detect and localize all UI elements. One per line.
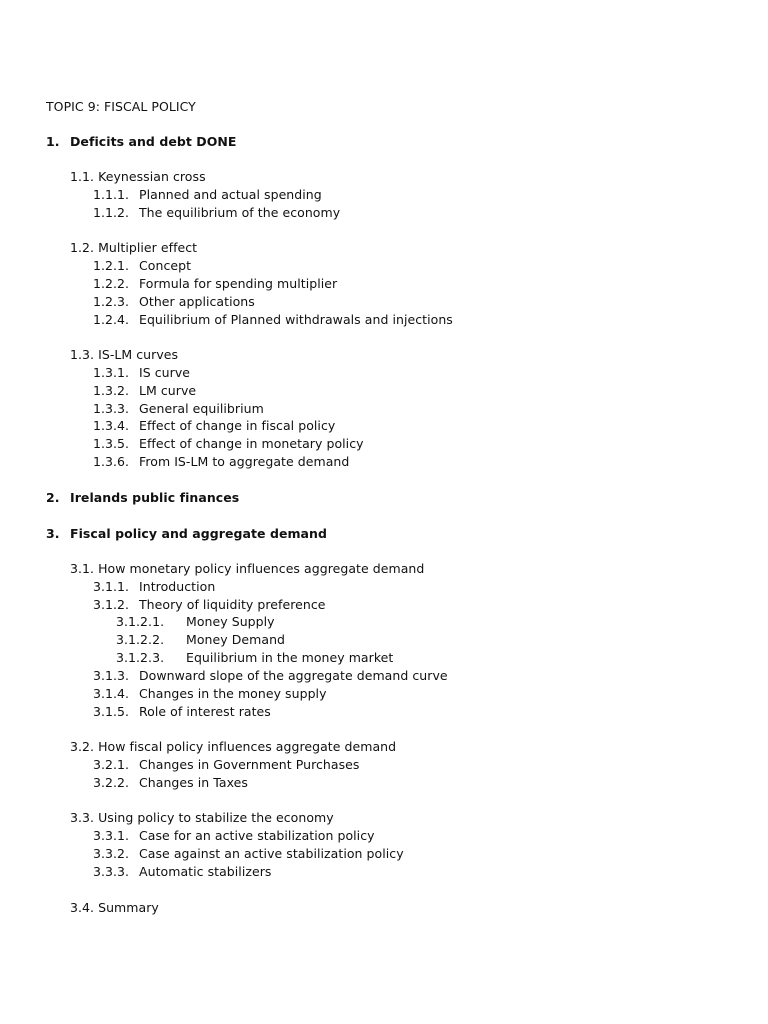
- subsection-number: 3.2.: [70, 739, 95, 754]
- document-title: TOPIC 9: FISCAL POLICY: [46, 99, 196, 114]
- item-label: The equilibrium of the economy: [139, 205, 341, 220]
- item-number: 3.1.2.1.: [116, 614, 165, 629]
- item-number: 1.3.2.: [93, 383, 130, 398]
- item-number: 1.3.3.: [93, 401, 130, 416]
- subsection-3-2: [70, 738, 396, 756]
- item-number: 3.3.2.: [93, 846, 130, 861]
- subsection-label: Summary: [98, 900, 159, 915]
- subsection-1-2: [70, 239, 197, 257]
- subsection-label: How fiscal policy influences aggregate demand: [98, 739, 397, 754]
- item-label: Changes in the money supply: [139, 686, 327, 701]
- item-number: 3.2.2.: [93, 775, 130, 790]
- item-number: 3.3.3.: [93, 864, 130, 879]
- subsection-3-4: [70, 899, 159, 917]
- item-label: Equilibrium in the money market: [186, 650, 394, 665]
- item-number: 3.1.2.2.: [116, 632, 165, 647]
- item-label: Effect of change in monetary policy: [139, 436, 364, 451]
- item-number: 1.3.6.: [93, 454, 130, 469]
- item-number: 3.1.3.: [93, 668, 130, 683]
- item-number: 1.3.4.: [93, 418, 130, 433]
- subsection-label: How monetary policy influences aggregate demand: [98, 561, 425, 576]
- item-number: 3.1.2.3.: [116, 650, 165, 665]
- subsection-label: Multiplier effect: [98, 240, 198, 255]
- subsection-1-1: [70, 168, 206, 186]
- item-number: 1.1.2.: [93, 205, 130, 220]
- item-label: IS curve: [139, 365, 191, 380]
- section-label: Deficits and debt DONE: [70, 134, 237, 149]
- subsection-label: Using policy to stabilize the economy: [98, 810, 334, 825]
- item-label: Effect of change in fiscal policy: [139, 418, 336, 433]
- item-number: 3.1.4.: [93, 686, 130, 701]
- item-label: Concept: [139, 258, 192, 273]
- subsection-number: 3.4.: [70, 900, 95, 915]
- item-label: LM curve: [139, 383, 197, 398]
- item-label: Theory of liquidity preference: [139, 597, 326, 612]
- item-label: Planned and actual spending: [139, 187, 322, 202]
- item-label: Case for an active stabilization policy: [139, 828, 375, 843]
- section-number: 1.: [46, 134, 60, 149]
- subsection-number: 3.3.: [70, 810, 95, 825]
- item-number: 1.1.1.: [93, 187, 130, 202]
- item-label: Money Supply: [186, 614, 275, 629]
- subsection-3-3: [70, 809, 334, 827]
- item-label: Automatic stabilizers: [139, 864, 272, 879]
- item-label: Changes in Government Purchases: [139, 757, 360, 772]
- item-number: 1.2.1.: [93, 258, 130, 273]
- item-number: 3.1.5.: [93, 704, 130, 719]
- item-number: 3.2.1.: [93, 757, 130, 772]
- subsection-number: 1.1.: [70, 169, 95, 184]
- subsection-number: 1.2.: [70, 240, 95, 255]
- item-label: Other applications: [139, 294, 255, 309]
- section-number: 2.: [46, 490, 60, 505]
- subsection-1-3: [70, 346, 178, 364]
- item-number: 3.3.1.: [93, 828, 130, 843]
- section-label: Irelands public finances: [70, 490, 240, 505]
- item-label: Money Demand: [186, 632, 286, 647]
- item-number: 1.2.3.: [93, 294, 130, 309]
- item-label: Formula for spending multiplier: [139, 276, 338, 291]
- item-label: Equilibrium of Planned withdrawals and injections: [139, 312, 453, 327]
- item-label: Case against an active stabilization policy: [139, 846, 404, 861]
- subsection-label: Keynessian cross: [98, 169, 206, 184]
- item-label: Introduction: [139, 579, 216, 594]
- subsection-3-1: [70, 560, 424, 578]
- item-number: 1.3.1.: [93, 365, 130, 380]
- item-label: Role of interest rates: [139, 704, 271, 719]
- item-number: 3.1.2.: [93, 597, 130, 612]
- item-label: From IS-LM to aggregate demand: [139, 454, 350, 469]
- item-label: Changes in Taxes: [139, 775, 248, 790]
- subsection-label: IS-LM curves: [98, 347, 179, 362]
- item-number: 1.2.2.: [93, 276, 130, 291]
- section-label: Fiscal policy and aggregate demand: [70, 526, 327, 541]
- item-label: Downward slope of the aggregate demand curve: [139, 668, 448, 683]
- item-number: 1.3.5.: [93, 436, 130, 451]
- subsection-number: 1.3.: [70, 347, 95, 362]
- subsection-number: 3.1.: [70, 561, 95, 576]
- item-label: General equilibrium: [139, 401, 264, 416]
- item-number: 1.2.4.: [93, 312, 130, 327]
- item-number: 3.1.1.: [93, 579, 130, 594]
- section-number: 3.: [46, 526, 60, 541]
